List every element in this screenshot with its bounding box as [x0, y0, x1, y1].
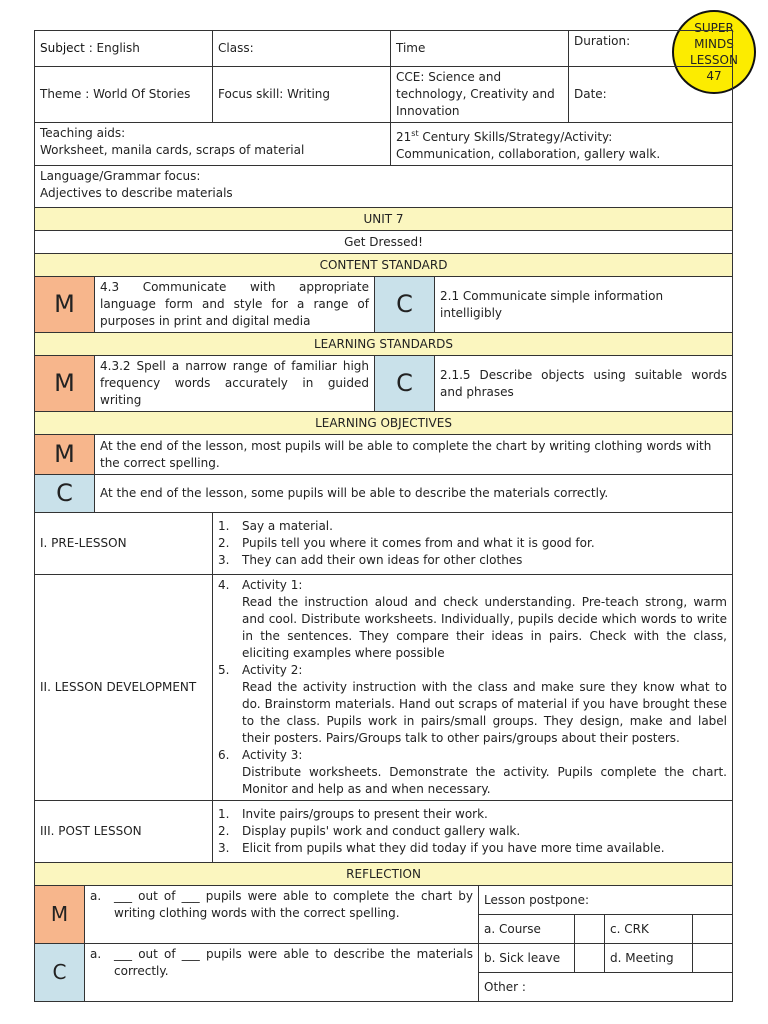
reflection-heading: REFLECTION: [35, 863, 733, 886]
standard-m-text: 4.3.2 Spell a narrow range of familiar high frequency words accurately in guided writing: [95, 356, 375, 412]
badge-line: 47: [706, 69, 722, 83]
list-item: [218, 535, 727, 552]
teaching-aids-label: Teaching aids:: [40, 126, 126, 140]
content-m-marker: M: [35, 277, 95, 333]
stages-table: [34, 512, 733, 863]
step-heading: Activity 2:: [242, 663, 303, 677]
subject-label: Subject: [40, 41, 85, 55]
subject-cell: [35, 31, 213, 67]
standards-table: [34, 207, 733, 513]
post-lesson-title: III. POST LESSON: [35, 801, 213, 863]
step-number: 5.: [218, 663, 230, 677]
class-label: Class:: [218, 41, 254, 55]
standard-m-marker: M: [35, 356, 95, 412]
list-item: [218, 518, 727, 535]
reflection-prefix: a.: [90, 947, 102, 961]
century-skills-value: Communication, collaboration, gallery walk.: [396, 147, 661, 161]
time-label: Time: [396, 41, 426, 55]
postpone-label: Lesson postpone:: [479, 886, 733, 915]
lesson-plan: [34, 30, 732, 1002]
learning-standards-heading: LEARNING STANDARDS: [35, 333, 733, 356]
postpone-crk-check: [693, 915, 733, 944]
post-lesson-steps: [213, 801, 733, 863]
reflection-c-marker: C: [35, 944, 85, 1002]
focus-cell: [213, 67, 391, 123]
step-text: Invite pairs/groups to present their work.: [242, 807, 488, 821]
theme-label: Theme: [40, 87, 82, 101]
badge-line: MINDS: [694, 37, 734, 51]
postpone-sick: b. Sick leave: [479, 944, 575, 973]
step-text: Say a material.: [242, 519, 333, 533]
duration-cell: [569, 31, 733, 67]
reflection-m-cell: [85, 886, 479, 944]
step-number: 6.: [218, 748, 230, 762]
step-text: Read the instruction aloud and check understanding. Pre-teach strong, warm and cool. Distribute worksheets. Individually, pupils decide which words to write in the sentences. They compare their ideas in pairs. Check with the class, eliciting examples where possible: [242, 595, 727, 660]
content-c-marker: C: [375, 277, 435, 333]
step-text: Display pupils' work and conduct gallery walk.: [242, 824, 521, 838]
content-c-text: 2.1 Communicate simple information intelligibly: [435, 277, 733, 333]
class-cell: [213, 31, 391, 67]
postpone-other: Other :: [479, 973, 733, 1002]
postpone-course-check: [575, 915, 605, 944]
objective-c-text: At the end of the lesson, some pupils will be able to describe the materials correctly.: [95, 475, 733, 513]
list-item: [218, 552, 727, 569]
reflection-prefix: a.: [90, 889, 102, 903]
badge-line: LESSON: [690, 53, 738, 67]
unit-title: UNIT 7: [35, 208, 733, 231]
step-heading: Activity 3:: [242, 748, 303, 762]
step-text: Elicit from pupils what they did today if you have more time available.: [242, 841, 665, 855]
postpone-course: a. Course: [479, 915, 575, 944]
header-table: [34, 30, 733, 123]
development-title: II. LESSON DEVELOPMENT: [35, 575, 213, 801]
subject-value: : English: [88, 41, 140, 55]
century-skills-cell: [391, 123, 733, 166]
list-item: [218, 840, 727, 857]
theme-cell: [35, 67, 213, 123]
reflection-table: [34, 862, 733, 1002]
reflection-m-marker: M: [35, 886, 85, 944]
step-text: Read the activity instruction with the class and make sure they know what to do. Brainstorm materials. Hand out scraps of material if you have brought these to the class. Pupils work in pairs/small groups. They design, make and label their posters. Pairs/Groups talk to other pairs/groups about their posters.: [242, 680, 727, 745]
date-cell: [569, 67, 733, 123]
postpone-crk: c. CRK: [605, 915, 693, 944]
list-item: [218, 747, 727, 798]
standard-c-text: 2.1.5 Describe objects using suitable words and phrases: [435, 356, 733, 412]
step-number: 3.: [218, 841, 230, 855]
aids-table: [34, 122, 733, 208]
list-item: [218, 823, 727, 840]
grammar-label: Language/Grammar focus:: [40, 169, 201, 183]
grammar-cell: [35, 166, 733, 208]
pre-lesson-title: I. PRE-LESSON: [35, 513, 213, 575]
step-text: Distribute worksheets. Demonstrate the activity. Pupils complete the chart. Monitor and help as and when necessary.: [242, 765, 727, 796]
teaching-aids-value: Worksheet, manila cards, scraps of material: [40, 143, 305, 157]
step-number: 2.: [218, 824, 230, 838]
postpone-meeting-check: [693, 944, 733, 973]
objective-m-text: At the end of the lesson, most pupils will be able to complete the chart by writing clothing words with the correct spelling.: [95, 435, 733, 475]
step-text: Pupils tell you where it comes from and what it is good for.: [242, 536, 595, 550]
cce-cell: [391, 67, 569, 123]
cce-value: Science and technology, Creativity and Innovation: [396, 70, 555, 118]
unit-subtitle: Get Dressed!: [35, 231, 733, 254]
content-standard-heading: CONTENT STANDARD: [35, 254, 733, 277]
step-number: 1.: [218, 807, 230, 821]
list-item: [218, 662, 727, 747]
list-item: [218, 806, 727, 823]
step-number: 3.: [218, 553, 230, 567]
postpone-sick-check: [575, 944, 605, 973]
time-cell: [391, 31, 569, 67]
content-m-text: 4.3 Communicate with appropriate language form and style for a range of purposes in print and digital media: [95, 277, 375, 333]
century-label-part: 21: [396, 130, 412, 144]
step-number: 4.: [218, 578, 230, 592]
list-item: [218, 577, 727, 662]
objective-c-marker: C: [35, 475, 95, 513]
century-label-sup: st: [411, 129, 419, 138]
century-skills-label: [396, 125, 727, 146]
date-label: Date:: [574, 87, 607, 101]
step-text: They can add their own ideas for other clothes: [242, 553, 523, 567]
century-label-part: Century Skills/Strategy/Activity:: [418, 130, 613, 144]
step-heading: Activity 1:: [242, 578, 303, 592]
focus-label: Focus skill:: [218, 87, 284, 101]
grammar-value: Adjectives to describe materials: [40, 186, 233, 200]
development-steps: [213, 575, 733, 801]
theme-value: : World Of Stories: [85, 87, 191, 101]
reflection-m-text: ___ out of ___ pupils were able to complete the chart by writing clothing words with the correct spelling.: [114, 889, 473, 920]
reflection-c-cell: [85, 944, 479, 1002]
step-number: 2.: [218, 536, 230, 550]
postpone-meeting: d. Meeting: [605, 944, 693, 973]
objective-m-marker: M: [35, 435, 95, 475]
reflection-c-text: ___ out of ___ pupils were able to describe the materials correctly.: [114, 947, 473, 978]
duration-label: Duration:: [574, 34, 631, 48]
standard-c-marker: C: [375, 356, 435, 412]
pre-lesson-steps: [213, 513, 733, 575]
badge-line: SUPER: [694, 21, 734, 35]
objectives-heading: LEARNING OBJECTIVES: [35, 412, 733, 435]
focus-value: Writing: [287, 87, 331, 101]
teaching-aids-cell: [35, 123, 391, 166]
step-number: 1.: [218, 519, 230, 533]
cce-label: CCE:: [396, 70, 425, 84]
